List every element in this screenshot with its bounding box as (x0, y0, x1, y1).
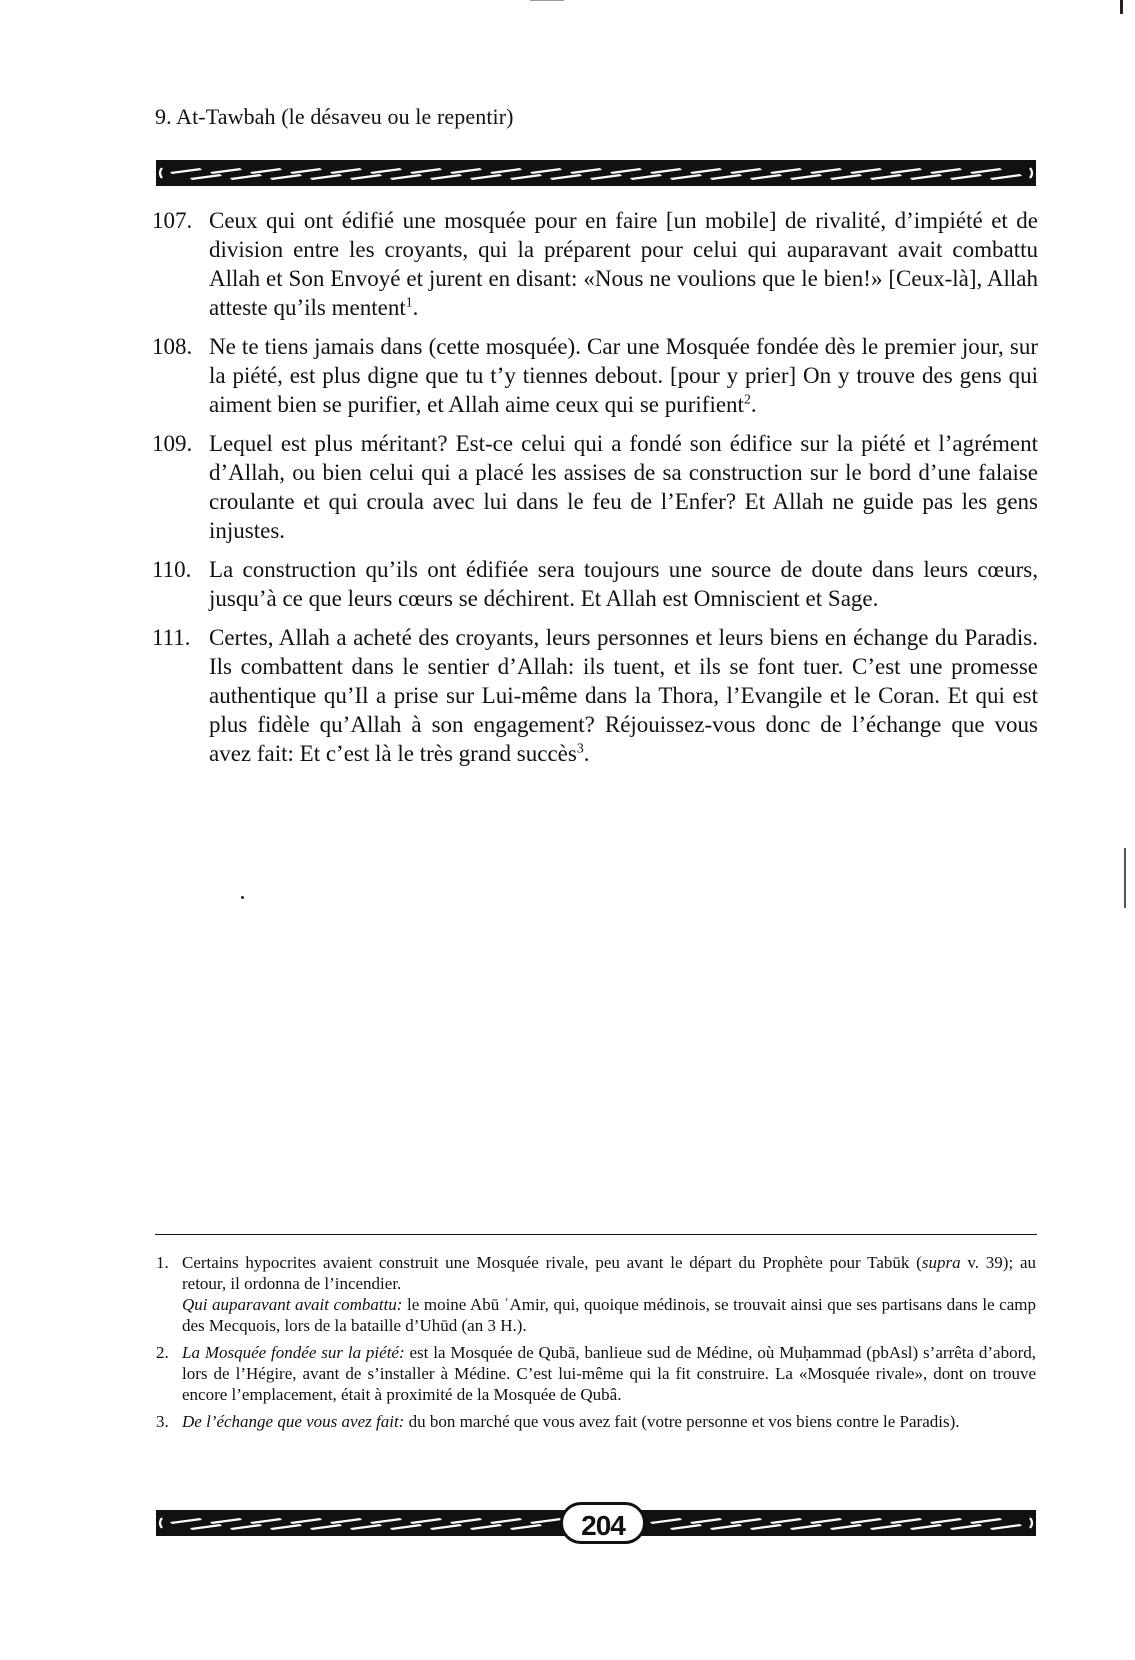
footnote-text (182, 1252, 1036, 1336)
scan-mark (1124, 848, 1126, 908)
verse-number: 111. (152, 625, 191, 650)
verse-text: Lequel est plus méritant? Est-ce celui qui a fondé son édifice sur la piété et l’agrément d’Allah, ou bien celui qui a placé les assises de sa construction sur le bord d’une falaise croulante et qui croula avec lui dans le feu de l’Enfer? Et Allah ne guide pas les gens injustes. (209, 431, 1038, 543)
footnote-italic-segment: supra (921, 1253, 961, 1272)
footnote-text (182, 1411, 1036, 1432)
verse-text: Certes, Allah a acheté des croyants, leurs personnes et leurs biens en échange du Paradis. Ils combattent dans le sentier d’Allah: ils tuent, et ils se font tuer. C’est une promesse authentique qu’Il a prise sur Lui-même dans la Thora, l’Evangile et le Coran. Et qui est plus fidèle qu’Allah à son engagement? Réjouissez-vous donc de l’échange que vous avez fait: Et c’est là le très grand succès$^3$. (209, 625, 1038, 766)
verse-108 (152, 332, 1038, 419)
verse-number: 108. (152, 334, 193, 359)
footnote-italic-segment: De l’échange que vous avez fait: (182, 1412, 405, 1431)
footnote-italic-segment: Qui auparavant avait combattu: (182, 1295, 403, 1314)
scan-mark (1120, 0, 1123, 14)
footnote-ref: 2 (743, 391, 751, 407)
footnote-2 (156, 1342, 1036, 1405)
footnote-segment: Certains hypocrites avaient construit une Mosquée rivale, peu avant le départ du Prophète pour Tabūk ( (182, 1253, 922, 1272)
scan-speck (241, 896, 244, 899)
verses-list (152, 206, 1038, 778)
verse-109 (152, 429, 1038, 545)
footnote-text (182, 1342, 1036, 1405)
footnote-italic-segment: La Mosquée fondée sur la piété: (182, 1343, 405, 1362)
footnote-segment: du bon marché que vous avez fait (votre personne et vos biens contre le Paradis). (404, 1412, 960, 1431)
verse-number: 110. (152, 557, 192, 582)
footnote-ref: 1 (405, 294, 413, 310)
footnote-divider (155, 1234, 1037, 1235)
verse-107 (152, 206, 1038, 322)
verse-111 (152, 623, 1038, 768)
verse-110 (152, 555, 1038, 613)
footnotes-list (156, 1252, 1036, 1438)
footnote-segment: v. 39); au retour, il ordonna de l’incendier. (182, 1253, 1036, 1293)
top-ornament-band (156, 160, 1036, 186)
footnote-segment: est la Mosquée de Qubā, banlieue sud de Médine, où Muḥammad (pbAsl) s’arrêta d’abord, lors de l’Hégire, avant de s’installer à Médine. C’est lui-même qui la fit construire. La «Mosquée rivale», dont on trouve encore l’emplacement, était à proximité de la Mosquée de Qubâ. (182, 1343, 1036, 1404)
chain-ornament-icon (156, 160, 1036, 186)
page-number: 204 (560, 1502, 646, 1544)
footnote-ref: 3 (576, 740, 584, 756)
scan-mark (530, 0, 564, 1)
verse-text: La construction qu’ils ont édifiée sera toujours une source de doute dans leurs cœurs, jusqu’à ce que leurs cœurs se déchirent. Et Allah est Omniscient et Sage. (209, 557, 1038, 611)
footnote-number: 2. (156, 1343, 169, 1362)
verse-text: Ne te tiens jamais dans (cette mosquée). Car une Mosquée fondée dès le premier jour, sur la piété, est plus digne que tu t’y tiennes debout. [pour y prier] On y trouve des gens qui aiment bien se purifier, et Allah aime ceux qui se purifient$^2$. (209, 334, 1038, 417)
verse-number: 107. (152, 208, 193, 233)
verse-text: Ceux qui ont édifié une mosquée pour en faire [un mobile] de rivalité, d’impiété et de division entre les croyants, qui la préparent pour celui qui auparavant avait combattu Allah et Son Envoyé et jurent en disant: «Nous ne voulions que le bien!» [Ceux-là], Allah atteste qu’ils mentent$^1$. (209, 208, 1038, 320)
footnote-number: 1. (156, 1253, 169, 1272)
footnote-segment: le moine Abū ʿAmir, qui, quoique médinois, se trouvait ainsi que ses partisans dans le camp des Mecquois, lors de la bataille d’Uhūd (an 3 H.). (182, 1295, 1036, 1335)
footnote-3 (156, 1411, 1036, 1432)
footnote-1 (156, 1252, 1036, 1336)
verse-number: 109. (152, 431, 193, 456)
footnote-number: 3. (156, 1412, 169, 1431)
chapter-header: 9. At-Tawbah (le désaveu ou le repentir) (155, 104, 514, 129)
